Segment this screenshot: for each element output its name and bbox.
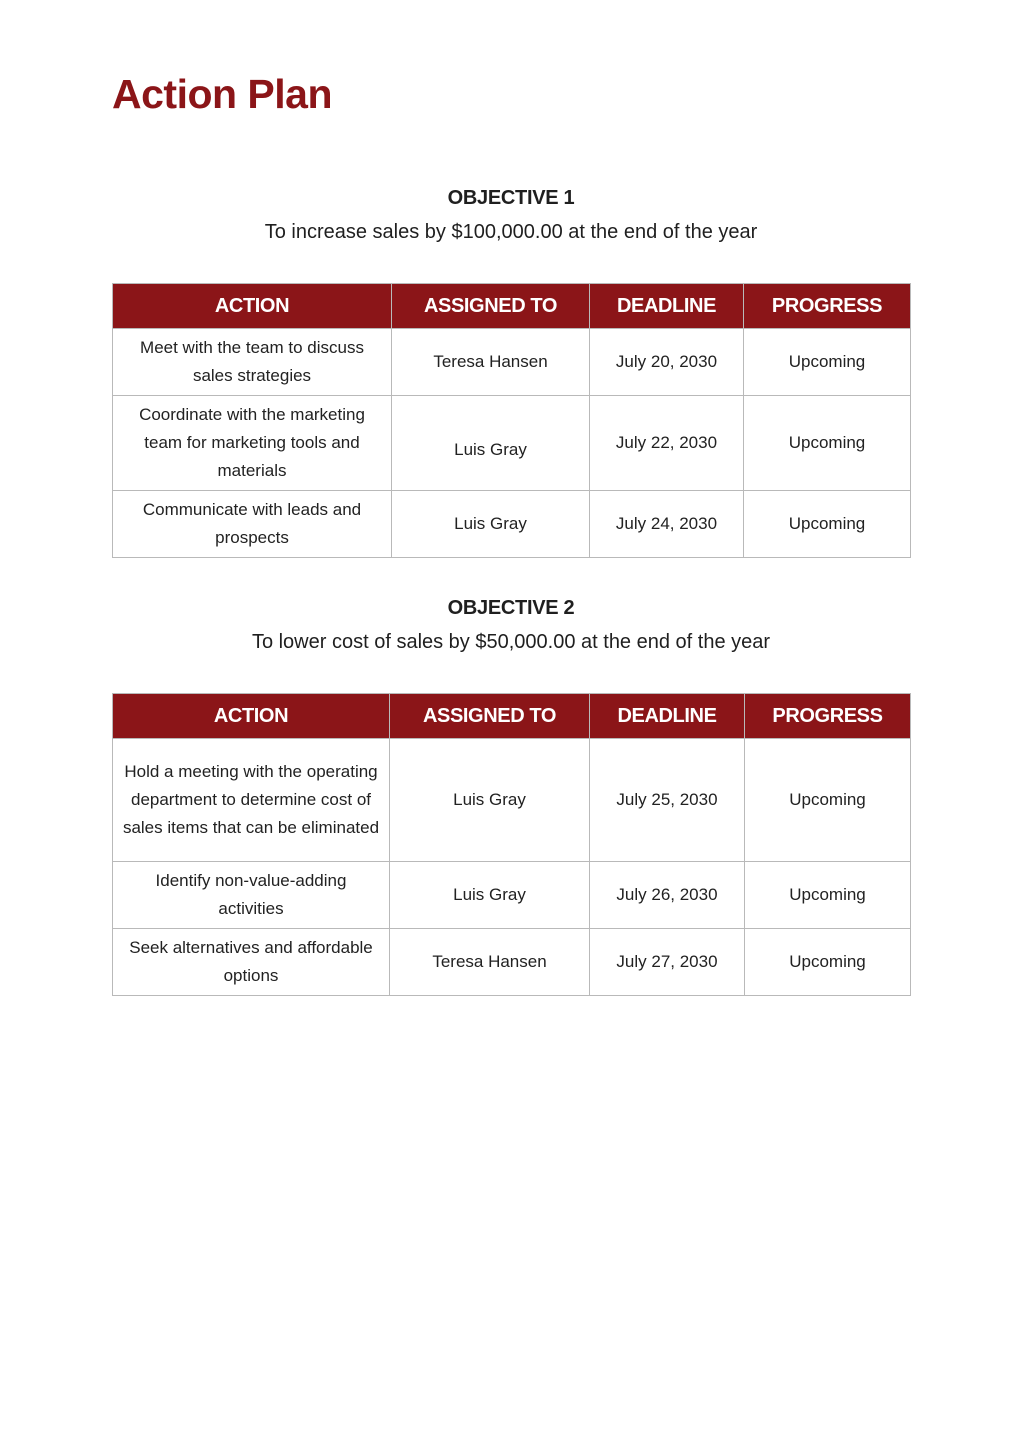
table-row xyxy=(113,396,911,491)
column-header-action: ACTION xyxy=(113,694,390,739)
table-header-row xyxy=(113,284,911,329)
progress-cell: Upcoming xyxy=(745,739,911,862)
column-header-progress: PROGRESS xyxy=(744,284,911,329)
assigned-to-cell: Teresa Hansen xyxy=(390,929,590,996)
action-cell: Hold a meeting with the operating department to determine cost of sales items that can be eliminated xyxy=(113,739,390,862)
progress-cell: Upcoming xyxy=(744,396,911,491)
column-header-assigned-to: ASSIGNED TO xyxy=(392,284,590,329)
progress-cell: Upcoming xyxy=(744,329,911,396)
table-header-row xyxy=(113,694,911,739)
table-row xyxy=(113,491,911,558)
column-header-deadline: DEADLINE xyxy=(590,284,744,329)
action-cell: Seek alternatives and affordable options xyxy=(113,929,390,996)
page-title: Action Plan xyxy=(112,71,333,117)
action-cell: Communicate with leads and prospects xyxy=(113,491,392,558)
progress-cell: Upcoming xyxy=(744,491,911,558)
column-header-action: ACTION xyxy=(113,284,392,329)
assigned-to-cell: Luis Gray xyxy=(390,862,590,929)
action-cell: Coordinate with the marketing team for marketing tools and materials xyxy=(113,396,392,491)
deadline-cell: July 22, 2030 xyxy=(590,396,744,491)
deadline-cell: July 24, 2030 xyxy=(590,491,744,558)
objective-2-description: To lower cost of sales by $50,000.00 at the end of the year xyxy=(251,631,771,653)
column-header-progress: PROGRESS xyxy=(745,694,911,739)
table-row xyxy=(113,739,911,862)
objective-1-section xyxy=(112,184,910,248)
objective-1-heading: OBJECTIVE 1 xyxy=(447,187,575,209)
assigned-to-cell: Luis Gray xyxy=(392,396,590,491)
deadline-cell: July 27, 2030 xyxy=(590,929,745,996)
assigned-to-cell: Luis Gray xyxy=(392,491,590,558)
objective-2-heading: OBJECTIVE 2 xyxy=(447,597,575,619)
objective-2-section xyxy=(112,594,910,658)
table-row xyxy=(113,929,911,996)
column-header-assigned-to: ASSIGNED TO xyxy=(390,694,590,739)
progress-cell: Upcoming xyxy=(745,862,911,929)
deadline-cell: July 26, 2030 xyxy=(590,862,745,929)
progress-cell: Upcoming xyxy=(745,929,911,996)
deadline-cell: July 20, 2030 xyxy=(590,329,744,396)
action-cell: Meet with the team to discuss sales strategies xyxy=(113,329,392,396)
objective-2-table xyxy=(112,693,911,996)
column-header-deadline: DEADLINE xyxy=(590,694,745,739)
action-cell: Identify non-value-adding activities xyxy=(113,862,390,929)
table-row xyxy=(113,329,911,396)
objective-1-description: To increase sales by $100,000.00 at the end of the year xyxy=(264,221,758,243)
table-row xyxy=(113,862,911,929)
deadline-cell: July 25, 2030 xyxy=(590,739,745,862)
assigned-to-cell: Luis Gray xyxy=(390,739,590,862)
objective-1-table xyxy=(112,283,911,558)
assigned-to-cell: Teresa Hansen xyxy=(392,329,590,396)
